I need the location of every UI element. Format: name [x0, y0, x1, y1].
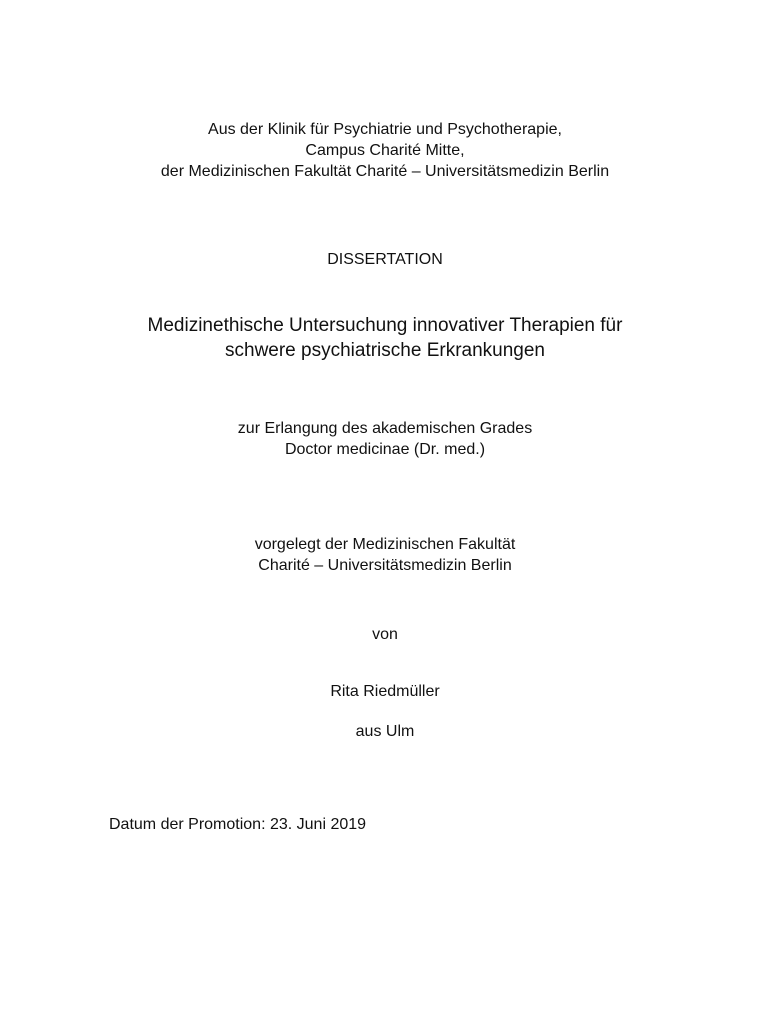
- title-line-2: schwere psychiatrische Erkrankungen: [225, 340, 545, 361]
- by-label: [0, 624, 770, 645]
- degree-line-1: zur Erlangung des akademischen Grades: [237, 420, 533, 437]
- institution-header: [0, 119, 770, 182]
- promotion-date: Datum der Promotion: 23. Juni 2019: [109, 816, 367, 833]
- submitted-line-1: vorgelegt der Medizinischen Fakultät: [254, 536, 516, 553]
- author: [0, 681, 770, 702]
- by-text: von: [372, 626, 398, 643]
- dissertation-title: [0, 313, 770, 363]
- header-line-campus: Campus Charité Mitte,: [305, 142, 465, 159]
- document-type: [0, 249, 770, 270]
- author-name: Rita Riedmüller: [330, 683, 440, 700]
- submitted-line-2: Charité – Universitätsmedizin Berlin: [258, 557, 512, 574]
- header-line-clinic: Aus der Klinik für Psychiatrie und Psychotherapie,: [208, 121, 562, 138]
- author-origin: [0, 721, 770, 742]
- document-type-label: DISSERTATION: [327, 251, 443, 268]
- origin-text: aus Ulm: [355, 723, 415, 740]
- title-line-1: Medizinethische Untersuchung innovativer Therapien für: [147, 315, 623, 336]
- degree-line-2: Doctor medicinae (Dr. med.): [284, 441, 486, 458]
- header-line-faculty: der Medizinischen Fakultät Charité – Universitätsmedizin Berlin: [160, 163, 610, 180]
- submission-statement: [0, 534, 770, 576]
- degree-statement: [0, 418, 770, 460]
